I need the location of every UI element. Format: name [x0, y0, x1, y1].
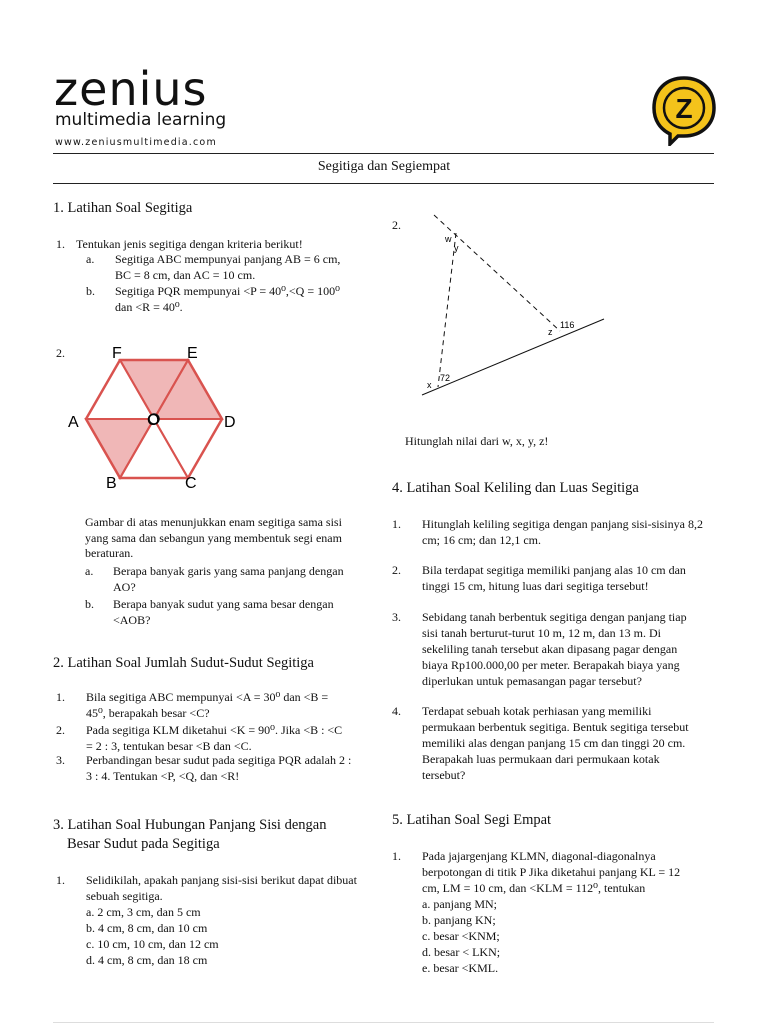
- section-5-title: 5. Latihan Soal Segi Empat: [392, 812, 552, 828]
- sec2-questions: [56, 690, 381, 790]
- question-text-line: Sebidang tanah berbentuk segitiga dengan panjang tiap: [422, 610, 687, 624]
- section-4-title: 4. Latihan Soal Keliling dan Luas Segitiga: [392, 480, 639, 496]
- angle-label-z: z: [548, 327, 553, 337]
- sub-text-line: Berapa banyak sudut yang sama besar dengan: [113, 596, 334, 611]
- header-rule-bottom: [53, 183, 714, 184]
- sec1-question-1: [56, 237, 386, 317]
- sub-text-line: Berapa banyak garis yang sama panjang dengan: [113, 563, 344, 578]
- sec2-question-1: [56, 690, 381, 722]
- question-text-line: = 2 : 3, tentukan besar <B dan <C.: [86, 739, 252, 753]
- question-number: 2.: [392, 563, 401, 577]
- sec4-question-3: [392, 610, 718, 690]
- question-text-line: cm; 16 cm; dan 12,1 cm.: [422, 533, 541, 547]
- brand-url: www.zeniusmultimedia.com: [55, 137, 217, 148]
- sec4-question-4: [392, 704, 718, 784]
- angle-label-x: x: [427, 380, 432, 390]
- answer-option: c. 10 cm, 10 cm, dan 12 cm: [86, 937, 219, 951]
- sub-text-line: Segitiga ABC mempunyai panjang AB = 6 cm,: [115, 252, 341, 266]
- question-text-line: Hitunglah keliling segitiga dengan panjang sisi-sisinya 8,2: [422, 517, 703, 531]
- section-title-line: Besar Sudut pada Segitiga: [67, 836, 220, 852]
- vertex-label-b: B: [106, 475, 117, 492]
- question-text-line: sekeliling tanah tersebut akan dipasang pagar dengan: [422, 642, 678, 656]
- question-text-line: permukaan berbentuk segitiga. Bentuk segitiga tersebut: [422, 720, 689, 734]
- brand-subtitle: multimedia learning: [55, 110, 227, 130]
- question-text-line: biaya Rp100.000,00 per meter. Berapakah biaya yang: [422, 658, 680, 672]
- question-text-line: Pada jajargenjang KLMN, diagonal-diagonalnya: [422, 849, 656, 863]
- sec3-question-1: [56, 873, 381, 973]
- question-number: 1.: [392, 517, 401, 531]
- question-number: 1.: [56, 690, 65, 704]
- answer-option: b. panjang KN;: [422, 913, 496, 927]
- sub-question-b: [85, 597, 377, 628]
- vertex-label-e: E: [187, 345, 198, 362]
- question-text-line: Terdapat sebuah kotak perhiasan yang memiliki: [422, 704, 652, 718]
- question-text-line: Pada segitiga KLM diketahui <K = 90⁰. Jika <B : <C: [86, 723, 343, 737]
- question-text-line: tinggi 15 cm, hitung luas dari segitiga tersebut!: [422, 579, 649, 593]
- sec4-question-2: [392, 563, 718, 595]
- sub-text-line: dan <R = 40⁰.: [115, 300, 183, 314]
- section-title-line: 3. Latihan Soal Hubungan Panjang Sisi dengan: [53, 817, 327, 833]
- question-number: 3.: [56, 753, 65, 767]
- answer-option: e. besar <KML.: [422, 961, 499, 975]
- vertex-label-f: F: [112, 345, 122, 362]
- question-text-line: diperlukan untuk pemasangan pagar tersebut?: [422, 674, 642, 688]
- question-text: Tentukan jenis segitiga dengan kriteria berikut!: [76, 237, 303, 251]
- question-text-line: berpotongan di titik P Jika diketahui panjang KL = 12: [422, 865, 681, 879]
- answer-option: c. besar <KNM;: [422, 929, 500, 943]
- answer-option: d. besar < LKN;: [422, 945, 501, 959]
- sec4-questions: [392, 517, 718, 787]
- section-3-title: [53, 816, 326, 854]
- sub-text-line: AO?: [113, 579, 136, 594]
- question-text-line: sisi tanah berturut-turut 10 m, 12 m, dan 13 m. Di: [422, 626, 661, 640]
- base-line: [422, 319, 604, 395]
- sub-letter: a.: [85, 563, 94, 578]
- sub-text-line: BC = 8 cm, dan AC = 10 cm.: [115, 268, 256, 282]
- angle-label-y: y: [454, 243, 459, 253]
- sec2-question-3: [56, 753, 381, 785]
- sec1-question-2-number: 2.: [56, 346, 65, 360]
- page-bottom-rule: [53, 1022, 714, 1023]
- question-text-line: tersebut?: [422, 768, 466, 782]
- dashed-side: [438, 233, 456, 387]
- zenius-logo-icon: [650, 74, 718, 146]
- answer-option: a. panjang MN;: [422, 897, 497, 911]
- question-number: 1.: [56, 237, 65, 251]
- vertex-label-c: C: [185, 475, 197, 492]
- question-text-line: Berapakah luas permukaan dari permukaan kotak: [422, 752, 660, 766]
- question-number: 1.: [392, 849, 401, 863]
- sub-question-a: [85, 564, 377, 595]
- question-number: 2.: [56, 723, 65, 737]
- right-question-2-number: 2.: [392, 218, 401, 232]
- sub-text-line: <AOB?: [113, 612, 151, 627]
- answer-option: a. 2 cm, 3 cm, dan 5 cm: [86, 905, 201, 919]
- question-text-line: yang sama dan sebangun yang membentuk segi enam: [85, 530, 342, 545]
- angle-label-116: 116: [560, 320, 575, 330]
- question-text-line: beraturan.: [85, 546, 134, 560]
- sub-letter: a.: [86, 252, 95, 266]
- vertex-label-o: O: [147, 412, 160, 429]
- sec1-question-2: [85, 515, 377, 635]
- question-number: 3.: [392, 610, 401, 624]
- sec2-question-2: [56, 723, 381, 755]
- sub-letter: b.: [85, 596, 94, 611]
- header-rule-top: [53, 153, 714, 154]
- brand-name: zenius: [54, 62, 208, 116]
- angle-label-w: w: [445, 234, 452, 244]
- question-text-line: Perbandingan besar sudut pada segitiga PQR adalah 2 :: [86, 753, 352, 767]
- question-text-line: Gambar di atas menunjukkan enam segitiga sama sisi: [85, 515, 342, 529]
- logo-letter: Z: [675, 93, 693, 124]
- dashed-side: [434, 215, 560, 331]
- question-text-line: memiliki alas dengan panjang 15 cm dan tinggi 20 cm.: [422, 736, 686, 750]
- vertex-label-a: A: [68, 414, 79, 431]
- question-text-line: Bila segitiga ABC mempunyai <A = 30⁰ dan <B =: [86, 690, 329, 704]
- angle-label-72: 72: [440, 373, 451, 383]
- angle-triangle-diagram: [398, 205, 618, 405]
- section-1-title: 1. Latihan Soal Segitiga: [53, 200, 193, 216]
- vertex-label-d: D: [224, 414, 236, 431]
- answer-option: d. 4 cm, 8 cm, dan 18 cm: [86, 953, 208, 967]
- question-text-line: Selidikilah, apakah panjang sisi-sisi berikut dapat dibuat: [86, 873, 357, 887]
- right-question-2-text: Hitunglah nilai dari w, x, y, z!: [405, 434, 549, 448]
- document-title: Segitiga dan Segiempat: [317, 159, 451, 174]
- question-text-line: cm, LM = 10 cm, dan <KLM = 112⁰, tentukan: [422, 881, 646, 895]
- question-text-line: Bila terdapat segitiga memiliki panjang alas 10 cm dan: [422, 563, 686, 577]
- answer-option: b. 4 cm, 8 cm, dan 10 cm: [86, 921, 208, 935]
- section-2-title: 2. Latihan Soal Jumlah Sudut-Sudut Segitiga: [53, 655, 314, 671]
- question-number: 4.: [392, 704, 401, 718]
- hexagon-diagram: [60, 338, 250, 493]
- sub-text-line: Segitiga PQR mempunyai <P = 40⁰,<Q = 100⁰: [115, 284, 340, 298]
- sec5-question-1: [392, 849, 718, 979]
- sec4-question-1: [392, 517, 718, 549]
- question-text-line: 3 : 4. Tentukan <P, <Q, dan <R!: [86, 769, 240, 783]
- question-text-line: 45⁰, berapakah besar <C?: [86, 706, 210, 720]
- question-number: 1.: [56, 873, 65, 887]
- question-text-line: sebuah segitiga.: [86, 889, 163, 903]
- sub-letter: b.: [86, 284, 95, 298]
